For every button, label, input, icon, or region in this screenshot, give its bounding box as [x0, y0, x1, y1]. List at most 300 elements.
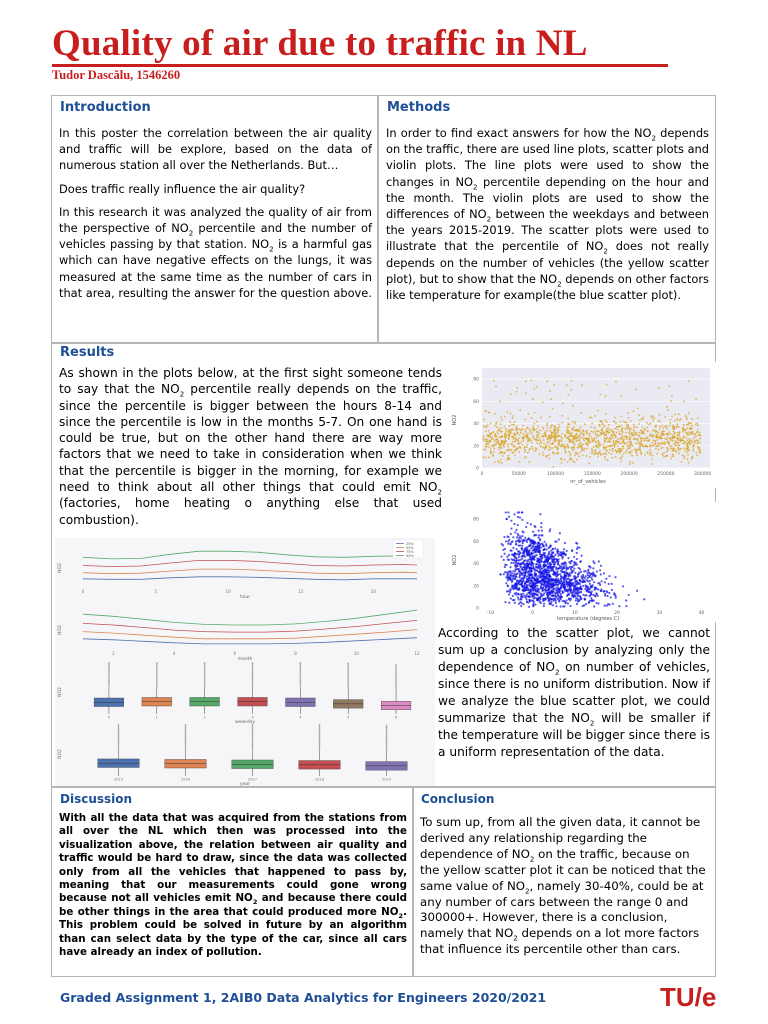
- yellow-scatter-point: [686, 417, 688, 419]
- yellow-scatter-point: [496, 426, 498, 428]
- yellow-scatter-point: [492, 438, 494, 440]
- yellow-scatter-point: [597, 440, 599, 442]
- box-category-label: 6: [394, 715, 398, 720]
- yellow-scatter-point: [518, 437, 520, 439]
- blue-scatter-point: [550, 566, 552, 568]
- yellow-scatter-point: [561, 415, 563, 417]
- yellow-scatter-point: [561, 422, 563, 424]
- blue-scatter-point: [554, 563, 556, 565]
- yellow-scatter-point: [583, 438, 585, 440]
- yellow-scatter-point: [621, 455, 623, 457]
- yellow-scatter-point: [526, 446, 528, 448]
- yellow-scatter-point: [545, 444, 547, 446]
- yellow-scatter-point: [692, 441, 694, 443]
- blue-scatter-point: [542, 549, 544, 551]
- yellow-scatter-point: [536, 421, 538, 423]
- yellow-scatter-point: [508, 435, 510, 437]
- blue-xtick: 30: [656, 611, 663, 616]
- blue-scatter-point: [502, 549, 504, 551]
- yellow-scatter-point: [597, 456, 599, 458]
- yellow-scatter-point: [627, 427, 629, 429]
- yellow-scatter-point: [548, 449, 550, 451]
- yellow-scatter-point: [542, 446, 544, 448]
- yellow-scatter-point: [557, 427, 559, 429]
- yellow-scatter-point: [542, 435, 544, 437]
- blue-scatter-point: [553, 587, 555, 589]
- yellow-scatter-point: [609, 429, 611, 431]
- yellow-scatter-point: [490, 448, 492, 450]
- yellow-scatter-point: [663, 452, 665, 454]
- yellow-scatter-point: [683, 457, 685, 459]
- yellow-scatter-point: [606, 421, 608, 423]
- yellow-scatter-point: [608, 440, 610, 442]
- blue-scatter-point: [509, 573, 511, 575]
- blue-scatter-point: [509, 575, 511, 577]
- line-xtick: 8: [294, 651, 297, 656]
- yellow-scatter-point: [569, 431, 571, 433]
- yellow-scatter-point: [594, 450, 596, 452]
- yellow-scatter-point: [611, 457, 613, 459]
- yellow-scatter-point: [698, 450, 700, 452]
- yellow-scatter-point: [505, 430, 507, 432]
- yellow-scatter-point: [606, 450, 608, 452]
- yellow-scatter-point: [668, 385, 670, 387]
- yellow-scatter-point: [608, 445, 610, 447]
- year-xlabel: year: [239, 782, 251, 786]
- blue-scatter-point: [527, 553, 529, 555]
- blue-scatter-point: [536, 576, 538, 578]
- monthly-ylabel: NO2: [58, 625, 63, 635]
- blue-scatter-point: [522, 531, 524, 533]
- blue-scatter-point: [543, 572, 545, 574]
- yellow-scatter-point: [509, 413, 511, 415]
- blue-scatter-point: [555, 589, 557, 591]
- yellow-scatter-point: [649, 454, 651, 456]
- blue-scatter-point: [611, 589, 613, 591]
- yellow-scatter-point: [588, 463, 590, 465]
- yellow-scatter-point: [586, 438, 588, 440]
- blue-scatter-point: [520, 548, 522, 550]
- yellow-scatter-point: [596, 430, 598, 432]
- blue-scatter-point: [543, 556, 545, 558]
- blue-scatter-point: [545, 574, 547, 576]
- blue-scatter-point: [546, 561, 548, 563]
- blue-scatter-point: [570, 582, 572, 584]
- blue-scatter-point: [547, 563, 549, 565]
- yellow-scatter-point: [607, 427, 609, 429]
- box-category-label: 0: [107, 715, 111, 720]
- yellow-scatter-point: [655, 448, 657, 450]
- blue-scatter-point: [538, 534, 540, 536]
- yellow-scatter-point: [596, 446, 598, 448]
- yellow-scatter-point: [531, 445, 533, 447]
- yellow-scatter-point: [509, 433, 511, 435]
- blue-scatter-point: [565, 565, 567, 567]
- yellow-scatter-point: [583, 440, 585, 442]
- yellow-scatter-point: [633, 427, 635, 429]
- yellow-scatter-point: [643, 431, 645, 433]
- yellow-scatter-point: [687, 427, 689, 429]
- blue-scatter-point: [500, 555, 502, 557]
- blue-scatter-point: [560, 596, 562, 598]
- yellow-xtick: 50000: [511, 472, 526, 477]
- yellow-scatter-point: [619, 438, 621, 440]
- blue-scatter-point: [563, 578, 565, 580]
- blue-scatter-point: [522, 577, 524, 579]
- yellow-scatter-point: [530, 439, 532, 441]
- yellow-scatter-point: [561, 433, 563, 435]
- yellow-scatter-point: [557, 448, 559, 450]
- yellow-scatter-point: [679, 419, 681, 421]
- yellow-scatter-point: [495, 386, 497, 388]
- yellow-scatter-point: [571, 380, 573, 382]
- yellow-scatter-point: [525, 392, 527, 394]
- yellow-scatter-point: [514, 434, 516, 436]
- blue-scatter-point: [601, 580, 603, 582]
- yellow-scatter-point: [504, 442, 506, 444]
- blue-scatter-point: [537, 536, 539, 538]
- yellow-scatter-point: [493, 444, 495, 446]
- yellow-scatter-point: [498, 427, 500, 429]
- blue-scatter-point: [552, 600, 554, 602]
- yellow-scatter-point: [621, 434, 623, 436]
- yellow-scatter-point: [547, 427, 549, 429]
- yellow-scatter-point: [504, 415, 506, 417]
- yellow-scatter-point: [574, 435, 576, 437]
- yellow-scatter-point: [583, 449, 585, 451]
- yellow-scatter-point: [669, 422, 671, 424]
- yellow-scatter-point: [538, 436, 540, 438]
- yellow-scatter-point: [652, 455, 654, 457]
- yellow-scatter-point: [492, 446, 494, 448]
- yellow-scatter-point: [604, 435, 606, 437]
- yellow-scatter-point: [490, 452, 492, 454]
- yellow-scatter-point: [651, 417, 653, 419]
- blue-scatter-point: [586, 577, 588, 579]
- blue-scatter-point: [550, 564, 552, 566]
- yellow-scatter-point: [661, 437, 663, 439]
- yellow-scatter-point: [552, 435, 554, 437]
- yellow-scatter-point: [513, 433, 515, 435]
- yellow-scatter-point: [659, 445, 661, 447]
- results-heading: Results: [60, 345, 115, 360]
- yellow-scatter-point: [662, 443, 664, 445]
- yellow-scatter-point: [574, 423, 576, 425]
- yellow-scatter-point: [696, 440, 698, 442]
- yellow-scatter-point: [687, 434, 689, 436]
- yellow-scatter-point: [584, 447, 586, 449]
- yellow-scatter-point: [675, 427, 677, 429]
- yellow-scatter-point: [695, 436, 697, 438]
- line-xtick: 20: [370, 589, 376, 594]
- yellow-scatter-point: [516, 429, 518, 431]
- yellow-scatter-point: [524, 449, 526, 451]
- blue-scatter-point: [516, 565, 518, 567]
- yellow-scatter-point: [698, 434, 700, 436]
- yellow-scatter-point: [544, 434, 546, 436]
- hourly-line-plot: [55, 538, 435, 600]
- blue-scatter-point: [544, 541, 546, 543]
- blue-scatter-point: [503, 553, 505, 555]
- yellow-scatter-point: [696, 431, 698, 433]
- yellow-scatter-point: [612, 434, 614, 436]
- yellow-scatter-point: [516, 425, 518, 427]
- yellow-scatter-point: [561, 441, 563, 443]
- blue-scatter-point: [592, 574, 594, 576]
- year-ylabel: NO2: [58, 749, 63, 759]
- yellow-scatter-point: [488, 446, 490, 448]
- yellow-scatter-point: [517, 432, 519, 434]
- yellow-scatter-point: [624, 436, 626, 438]
- line-legend-label: 90%: [406, 554, 414, 558]
- blue-scatter-point: [595, 602, 597, 604]
- yellow-scatter-point: [670, 400, 672, 402]
- blue-scatter-point: [513, 523, 515, 525]
- blue-scatter-point: [548, 599, 550, 601]
- blue-scatter-point: [564, 602, 566, 604]
- blue-scatter-point: [597, 602, 599, 604]
- yellow-scatter-point: [642, 437, 644, 439]
- yellow-scatter-point: [599, 393, 601, 395]
- yellow-scatter-point: [485, 449, 487, 451]
- yellow-scatter-point: [566, 426, 568, 428]
- yellow-scatter-point: [590, 430, 592, 432]
- yellow-scatter-point: [511, 449, 513, 451]
- blue-scatter-point: [593, 581, 595, 583]
- yellow-scatter-point: [659, 442, 661, 444]
- yellow-scatter-point: [548, 458, 550, 460]
- yellow-scatter-point: [644, 428, 646, 430]
- yellow-scatter-point: [646, 427, 648, 429]
- yellow-scatter-point: [544, 431, 546, 433]
- yellow-scatter-point: [617, 445, 619, 447]
- yellow-scatter-point: [579, 431, 581, 433]
- blue-scatter-point: [563, 587, 565, 589]
- yellow-scatter-point: [495, 433, 497, 435]
- blue-scatter-point: [508, 516, 510, 518]
- yellow-scatter-point: [527, 452, 529, 454]
- blue-ytick: 60: [473, 539, 479, 545]
- yellow-scatter-point: [533, 423, 535, 425]
- yellow-scatter-point: [681, 461, 683, 463]
- blue-scatter-point: [614, 576, 616, 578]
- blue-scatter-point: [622, 585, 624, 587]
- yellow-scatter-point: [506, 450, 508, 452]
- blue-scatter-point: [538, 530, 540, 532]
- blue-scatter-point: [612, 603, 614, 605]
- blue-scatter-point: [509, 566, 511, 568]
- blue-scatter-point: [568, 593, 570, 595]
- yellow-scatter-point: [508, 455, 510, 457]
- blue-scatter-point: [513, 573, 515, 575]
- box-category-label: 4: [299, 715, 302, 720]
- blue-scatter-point: [551, 591, 553, 593]
- yellow-scatter-point: [686, 439, 688, 441]
- yellow-scatter-point: [513, 424, 515, 426]
- blue-scatter-point: [513, 599, 515, 601]
- yellow-scatter-point: [672, 450, 674, 452]
- yellow-scatter-point: [581, 449, 583, 451]
- yellow-scatter-point: [633, 410, 635, 412]
- blue-scatter-point: [577, 575, 579, 577]
- blue-scatter-point: [518, 598, 520, 600]
- yellow-scatter-point: [658, 443, 660, 445]
- yellow-scatter-point: [529, 429, 531, 431]
- blue-scatter-point: [547, 558, 549, 560]
- yellow-scatter-point: [500, 416, 502, 418]
- yellow-scatter-point: [627, 448, 629, 450]
- hourly-ylabel: NO2: [58, 563, 63, 573]
- blue-scatter-point: [600, 565, 602, 567]
- yellow-scatter-point: [542, 454, 544, 456]
- yellow-scatter-point: [517, 439, 519, 441]
- blue-scatter-point: [559, 567, 561, 569]
- yellow-scatter-point: [593, 454, 595, 456]
- yellow-scatter-point: [615, 422, 617, 424]
- blue-scatter-point: [517, 516, 519, 518]
- yellow-scatter-point: [566, 384, 568, 386]
- yellow-scatter-point: [666, 406, 668, 408]
- yellow-scatter-point: [661, 431, 663, 433]
- yellow-scatter-point: [666, 428, 668, 430]
- yellow-scatter-point: [483, 426, 485, 428]
- blue-scatter-point: [530, 547, 532, 549]
- yellow-scatter-point: [682, 428, 684, 430]
- yellow-scatter-point: [673, 431, 675, 433]
- yellow-scatter-point: [564, 459, 566, 461]
- yellow-scatter-point: [675, 441, 677, 443]
- year-box-plot: [55, 724, 435, 786]
- blue-scatter-point: [525, 547, 527, 549]
- blue-scatter-point: [568, 584, 570, 586]
- yellow-scatter-point: [505, 440, 507, 442]
- blue-scatter-point: [508, 602, 510, 604]
- blue-scatter-point: [548, 551, 550, 553]
- yellow-scatter-point: [642, 418, 644, 420]
- yellow-scatter-point: [603, 447, 605, 449]
- yellow-scatter-point: [509, 449, 511, 451]
- yellow-scatter-point: [494, 440, 496, 442]
- blue-scatter-point: [512, 570, 514, 572]
- yellow-scatter-point: [658, 432, 660, 434]
- yellow-scatter-point: [536, 437, 538, 439]
- yellow-scatter-point: [619, 448, 621, 450]
- blue-scatter-point: [614, 593, 616, 595]
- yellow-scatter-point: [607, 430, 609, 432]
- yellow-scatter-point: [489, 440, 491, 442]
- yellow-scatter-point: [669, 446, 671, 448]
- yellow-scatter-point: [566, 445, 568, 447]
- yellow-scatter-point: [500, 437, 502, 439]
- yellow-scatter-point: [524, 457, 526, 459]
- yellow-scatter-point: [486, 446, 488, 448]
- yellow-scatter-point: [604, 441, 606, 443]
- blue-scatter-point: [510, 527, 512, 529]
- blue-scatter-point: [563, 565, 565, 567]
- yellow-scatter-point: [504, 452, 506, 454]
- blue-scatter-point: [553, 560, 555, 562]
- yellow-ytick: 80: [473, 377, 479, 383]
- yellow-scatter-point: [551, 443, 553, 445]
- yellow-scatter-point: [493, 431, 495, 433]
- blue-scatter-point: [531, 558, 533, 560]
- blue-scatter-point: [526, 541, 528, 543]
- blue-scatter-point: [603, 590, 605, 592]
- blue-scatter-point: [520, 537, 522, 539]
- blue-scatter-point: [576, 580, 578, 582]
- yellow-scatter-point: [521, 444, 523, 446]
- blue-scatter-point: [532, 587, 534, 589]
- blue-scatter-point: [529, 554, 531, 556]
- yellow-scatter-point: [667, 455, 669, 457]
- yellow-scatter-point: [536, 431, 538, 433]
- yellow-scatter-point: [543, 443, 545, 445]
- yellow-scatter-point: [605, 395, 607, 397]
- blue-scatter-point: [546, 593, 548, 595]
- blue-scatter-point: [597, 582, 599, 584]
- yellow-scatter-point: [518, 451, 520, 453]
- yellow-scatter-point: [495, 444, 497, 446]
- blue-scatter-point: [524, 566, 526, 568]
- yellow-scatter-point: [551, 424, 553, 426]
- monthly-line-plot: [55, 600, 435, 662]
- yellow-scatter-point: [578, 440, 580, 442]
- blue-scatter-point: [540, 522, 542, 524]
- blue-scatter-point: [599, 569, 601, 571]
- blue-scatter-point: [507, 543, 509, 545]
- blue-scatter-point: [518, 603, 520, 605]
- blue-scatter-point: [595, 587, 597, 589]
- blue-scatter-point: [541, 543, 543, 545]
- yellow-scatter-point: [563, 445, 565, 447]
- blue-scatter-point: [571, 570, 573, 572]
- blue-scatter-point: [508, 539, 510, 541]
- yellow-scatter-point: [533, 449, 535, 451]
- yellow-scatter-point: [519, 434, 521, 436]
- yellow-scatter-point: [566, 437, 568, 439]
- yellow-scatter-point: [620, 395, 622, 397]
- yellow-scatter-point: [564, 436, 566, 438]
- yellow-scatter-point: [699, 438, 701, 440]
- blue-scatter-point: [524, 588, 526, 590]
- blue-scatter-point: [577, 573, 579, 575]
- yellow-scatter-point: [512, 417, 514, 419]
- yellow-scatter-point: [580, 437, 582, 439]
- blue-scatter-point: [557, 561, 559, 563]
- yellow-scatter-point: [570, 455, 572, 457]
- line-xtick: 10: [225, 589, 231, 594]
- yellow-scatter-point: [500, 451, 502, 453]
- yellow-scatter-point: [598, 452, 600, 454]
- yellow-scatter-point: [561, 459, 563, 461]
- yellow-scatter-point: [532, 435, 534, 437]
- yellow-scatter-point: [531, 442, 533, 444]
- yellow-scatter-point: [558, 423, 560, 425]
- blue-scatter-point: [550, 601, 552, 603]
- yellow-scatter-point: [624, 428, 626, 430]
- yellow-scatter-point: [637, 407, 639, 409]
- yellow-scatter-point: [550, 427, 552, 429]
- yellow-scatter-point: [693, 433, 695, 435]
- blue-scatter-point: [523, 590, 525, 592]
- yellow-scatter-point: [615, 437, 617, 439]
- blue-scatter-point: [584, 594, 586, 596]
- yellow-scatter-point: [550, 398, 552, 400]
- blue-scatter-point: [529, 568, 531, 570]
- yellow-scatter-point: [584, 423, 586, 425]
- box-category-label: 2015: [114, 777, 123, 782]
- blue-scatter-point: [552, 548, 554, 550]
